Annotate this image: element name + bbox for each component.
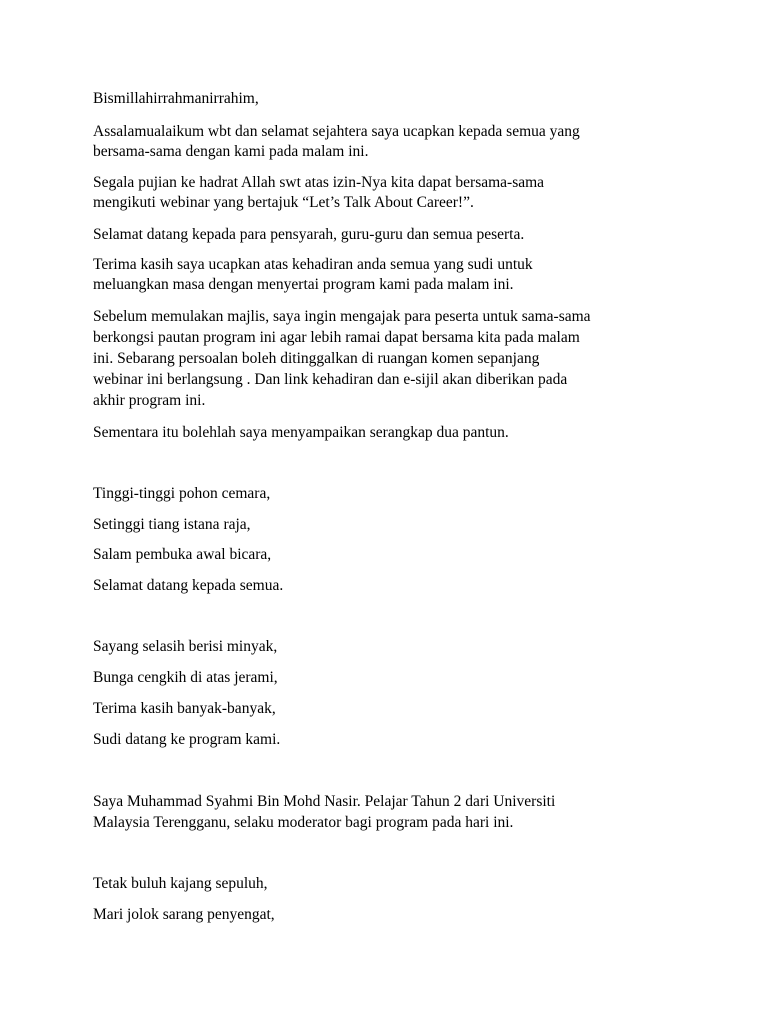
intro-line: Malaysia Terengganu, selaku moderator bagi program pada hari ini. — [93, 814, 514, 831]
paragraph-line: ini. Sebarang persoalan boleh ditinggalkan di ruangan komen sepanjang — [93, 350, 540, 367]
pantun-line: Setinggi tiang istana raja, — [93, 516, 251, 533]
paragraph-line: akhir program ini. — [93, 392, 206, 409]
intro-line: Saya Muhammad Syahmi Bin Mohd Nasir. Pelajar Tahun 2 dari Universiti — [93, 793, 556, 810]
paragraph-line: berkongsi pautan program ini agar lebih ramai dapat bersama kita pada malam — [93, 329, 580, 346]
pantun-line: Sayang selasih berisi minyak, — [93, 638, 278, 655]
paragraph-line: Selamat datang kepada para pensyarah, guru-guru dan semua peserta. — [93, 226, 525, 243]
pantun-line: Sudi datang ke program kami. — [93, 731, 281, 748]
paragraph-line: Assalamualaikum wbt dan selamat sejahtera saya ucapkan kepada semua yang — [93, 123, 580, 140]
pantun-line: Selamat datang kepada semua. — [93, 577, 284, 594]
pantun-line: Mari jolok sarang penyengat, — [93, 906, 275, 923]
pantun-line: Tetak buluh kajang sepuluh, — [93, 875, 268, 892]
paragraph-line: Segala pujian ke hadrat Allah swt atas izin-Nya kita dapat bersama-sama — [93, 174, 545, 191]
pantun-line: Bunga cengkih di atas jerami, — [93, 669, 278, 686]
pantun-line: Salam pembuka awal bicara, — [93, 546, 272, 563]
paragraph-line: bersama-sama dengan kami pada malam ini. — [93, 143, 369, 160]
paragraph-line: meluangkan masa dengan menyertai program kami pada malam ini. — [93, 276, 514, 293]
pantun-line: Tinggi-tinggi pohon cemara, — [93, 485, 271, 502]
pantun-line: Terima kasih banyak-banyak, — [93, 700, 276, 717]
paragraph-line: Sementara itu bolehlah saya menyampaikan serangkap dua pantun. — [93, 424, 509, 441]
opening-line: Bismillahirrahmanirrahim, — [93, 90, 259, 107]
paragraph-line: webinar ini berlangsung . Dan link kehadiran dan e-sijil akan diberikan pada — [93, 371, 568, 388]
paragraph-line: Sebelum memulakan majlis, saya ingin mengajak para peserta untuk sama-sama — [93, 308, 591, 325]
paragraph-line: Terima kasih saya ucapkan atas kehadiran anda semua yang sudi untuk — [93, 256, 533, 273]
paragraph-line: mengikuti webinar yang bertajuk “Let’s Talk About Career!”. — [93, 194, 474, 211]
